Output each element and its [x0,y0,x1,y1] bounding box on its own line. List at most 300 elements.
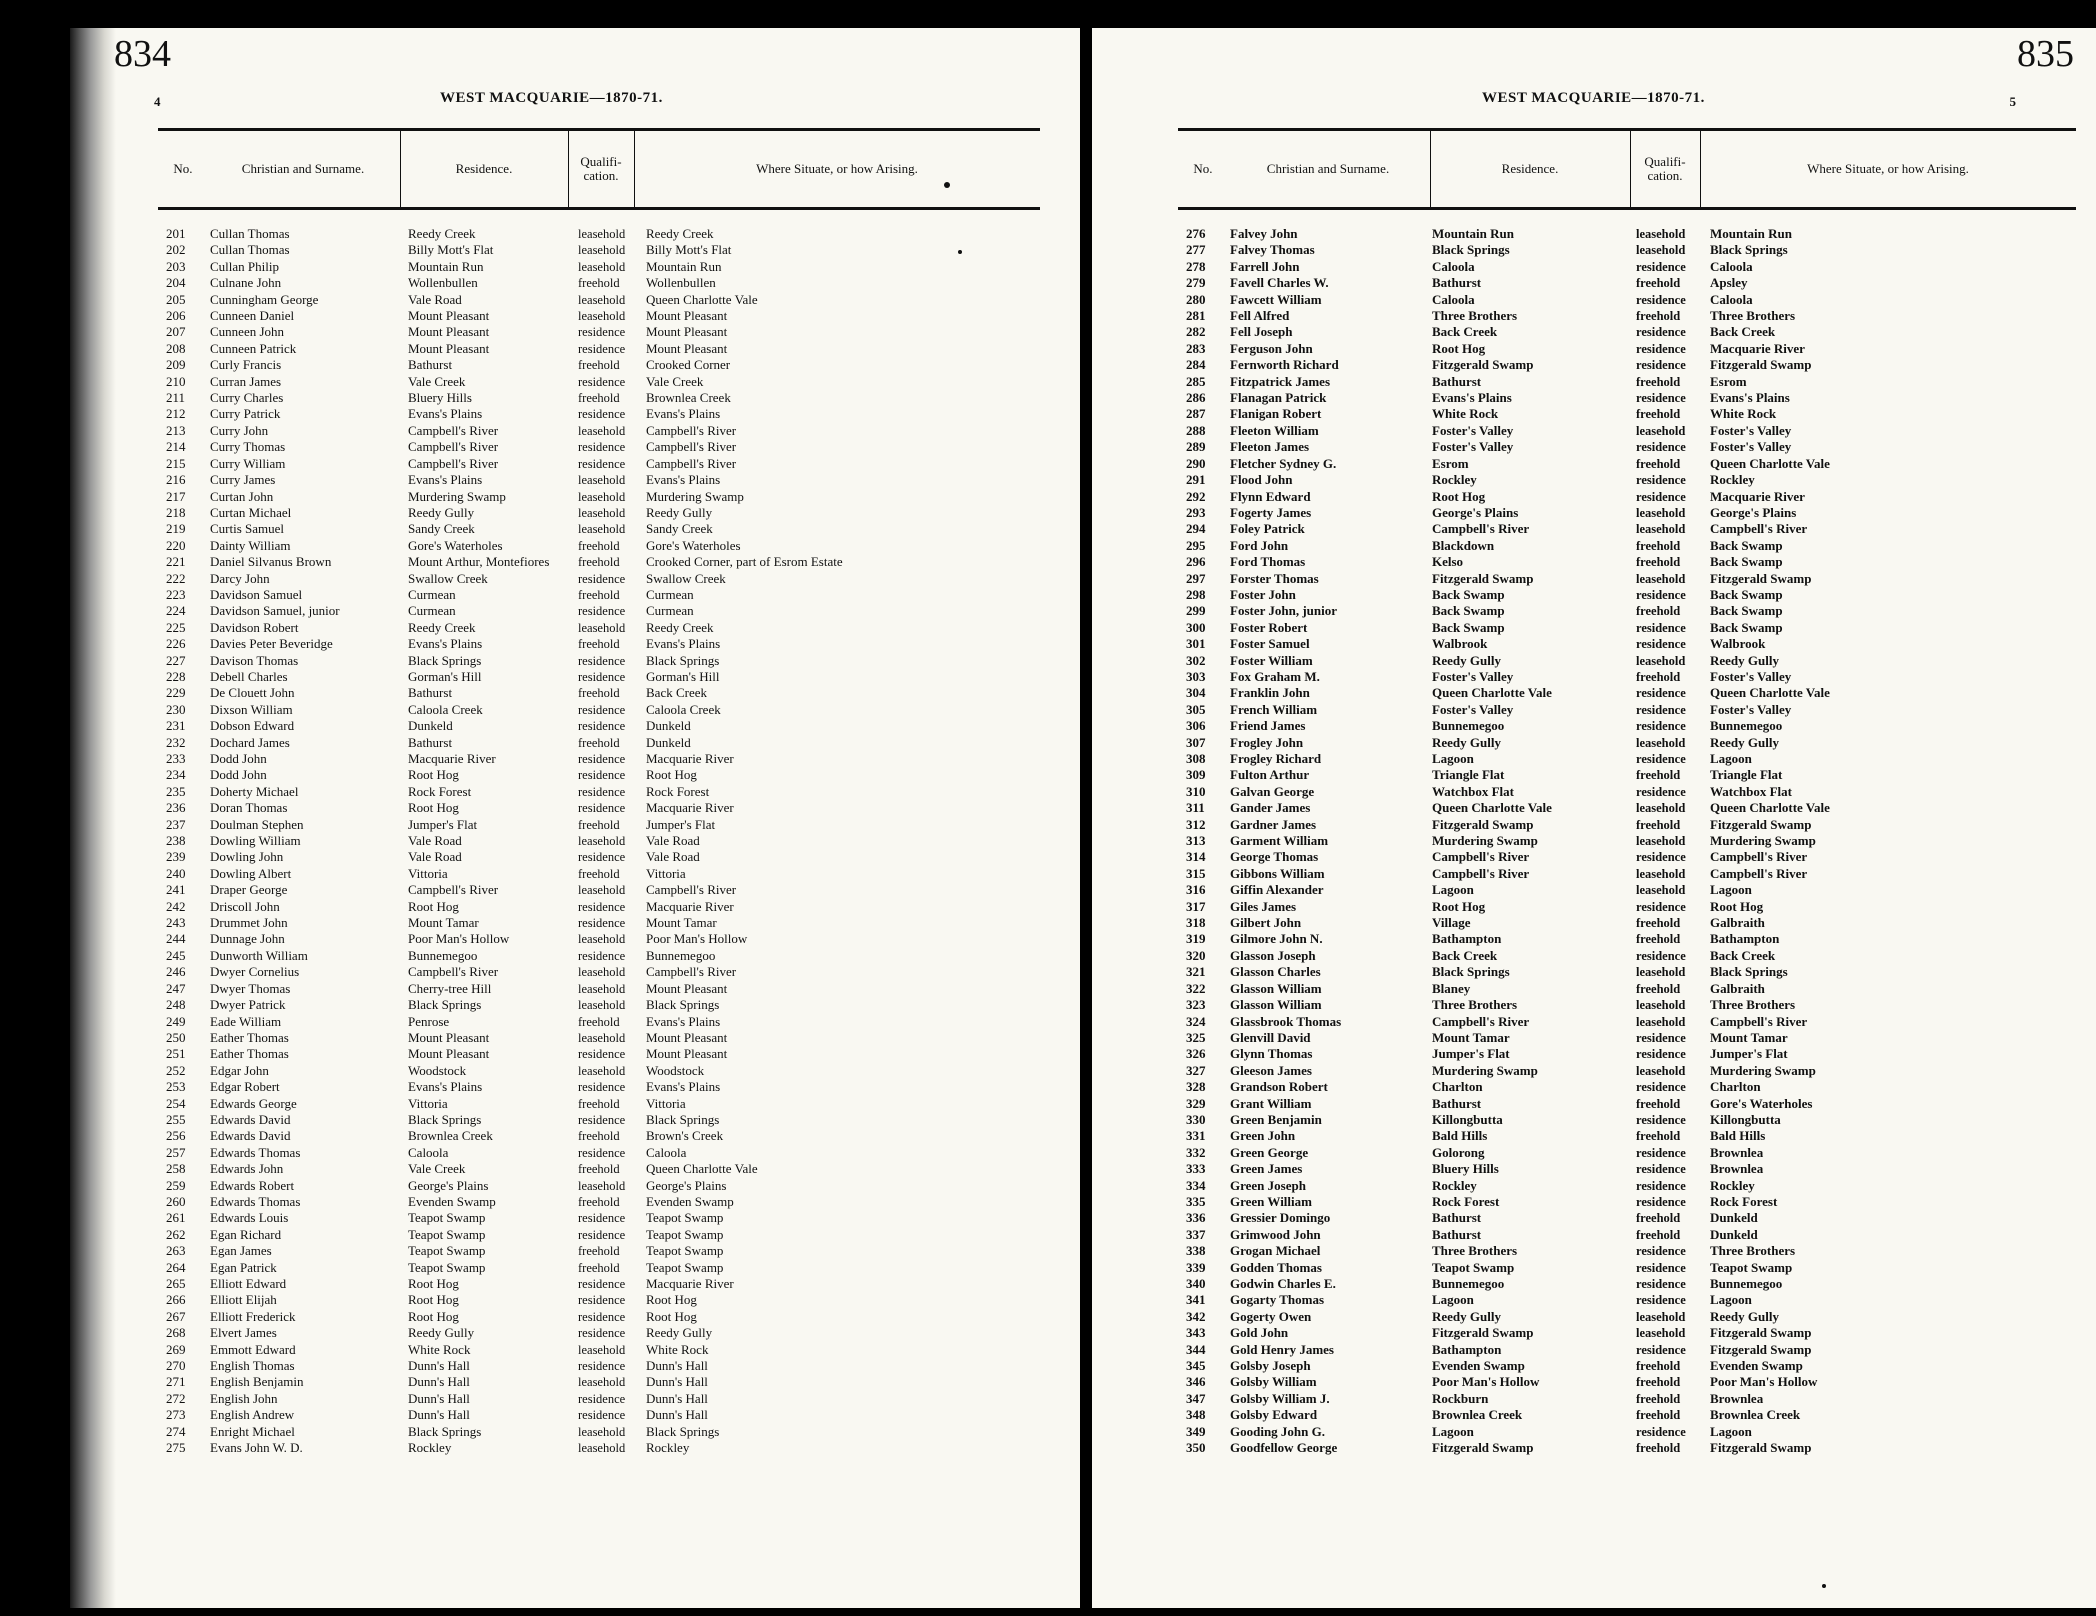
entry-qualification: leasehold [1636,883,1686,898]
entry-where: Reedy Gully [1710,1308,1779,1324]
entry-qualification: leasehold [578,243,626,258]
entry-where: Campbell's River [646,422,737,438]
entry-residence: Billy Mott's Flat [408,242,494,258]
entry-where: Reedy Gully [1710,652,1779,668]
entry-qualification: residence [1636,325,1686,340]
entry-number: 263 [166,1243,186,1259]
entry-name: Green John [1230,1128,1296,1144]
entry-qualification: leasehold [1636,522,1686,537]
entry-number: 242 [166,898,186,914]
entry-where: Caloola Creek [646,701,721,717]
entry-where: Macquarie River [646,751,734,766]
entry-name: Eather Thomas [210,1029,289,1045]
entry-qualification: freehold [578,587,620,602]
entry-residence: Wollenbullen [408,275,478,291]
entry-name: Dunworth William [210,947,308,963]
entry-residence: Mount Pleasant [408,340,490,356]
entry-residence: Rockley [1432,1177,1477,1193]
entry-name: Gogerty Owen [1230,1308,1312,1324]
entry-where: Fitzgerald Swamp [1710,1440,1812,1456]
entry-number: 301 [1186,636,1206,652]
binding-shadow [70,28,116,1608]
entry-where: Bunnemegoo [1710,1276,1783,1291]
entry-number: 217 [166,488,186,504]
entry-qualification: residence [1636,489,1686,504]
entry-qualification: residence [578,768,626,783]
entry-qualification: freehold [1636,604,1681,619]
entry-qualification: residence [1636,784,1686,799]
entry-residence: Mount Pleasant [408,308,490,324]
entry-where: Dunn's Hall [646,1358,708,1374]
entry-number: 261 [166,1210,186,1226]
entry-residence: Poor Man's Hollow [408,931,510,947]
entry-where: Campbell's River [1710,521,1808,537]
entry-number: 245 [166,947,186,963]
entry-number: 304 [1186,685,1206,701]
entry-qualification: residence [578,653,626,668]
entry-where: Caloola [646,1144,687,1160]
entry-name: English John [210,1390,278,1406]
entry-name: Fleeton William [1230,422,1319,438]
entry-name: Dobson Edward [210,718,295,734]
entry-where: Campbell's River [646,882,737,898]
entry-number: 283 [1186,340,1206,356]
entry-number: 319 [1186,931,1206,947]
entry-where: Campbell's River [646,964,737,980]
entry-residence: Black Springs [1432,242,1510,258]
entry-name: Frogley John [1230,734,1304,750]
entry-name: Egan Richard [210,1226,282,1242]
entry-where: White Rock [1710,406,1777,422]
entry-qualification: leasehold [1636,834,1686,849]
entry-number: 219 [166,521,186,537]
entry-where: Three Brothers [1710,308,1796,324]
entry-number: 202 [166,242,186,258]
entry-number: 248 [166,997,186,1013]
entry-qualification: residence [578,1309,626,1324]
entry-qualification: leasehold [1636,1326,1686,1341]
ink-spot [944,182,950,188]
entry-number: 295 [1186,537,1206,553]
entry-qualification: residence [1636,1194,1686,1209]
entry-qualification: residence [578,784,626,799]
entry-residence: Mount Tamar [408,915,479,931]
entry-name: Curly Francis [210,357,282,373]
entry-residence: Black Springs [408,1111,482,1127]
entry-number: 296 [1186,554,1206,570]
entry-where: Esrom [1710,373,1747,389]
entry-number: 221 [166,554,186,570]
table-header [1178,128,2076,210]
entry-where: Queen Charlotte Vale [1710,455,1830,471]
entry-residence: Lagoon [1432,1423,1474,1439]
entry-where: George's Plains [646,1177,727,1193]
entry-number: 277 [1186,242,1206,258]
entry-name: Egan Patrick [210,1259,277,1275]
entry-name: Curry Patrick [210,406,281,422]
entry-residence: Teapot Swamp [408,1259,486,1275]
entry-qualification: residence [578,752,626,766]
entry-residence: Three Brothers [1432,1243,1518,1259]
entry-where: Fitzgerald Swamp [1710,1341,1812,1357]
entry-where: Vittoria [646,865,686,881]
entry-where: Bunnemegoo [1710,718,1783,734]
entry-name: Fulton Arthur [1230,767,1310,783]
entry-residence: Queen Charlotte Vale [1432,800,1552,816]
entry-where: Black Springs [646,1423,720,1439]
entry-qualification: residence [1636,1145,1686,1160]
entry-where: Foster's Valley [1710,422,1792,438]
entry-qualification: residence [1636,1424,1686,1439]
entry-residence: Bathurst [408,685,453,701]
entry-residence: Brownlea Creek [408,1128,493,1144]
entry-qualification: freehold [1636,1408,1681,1423]
entry-qualification: freehold [1636,555,1681,570]
entry-name: Glasson Charles [1230,964,1321,980]
entry-name: George Thomas [1230,849,1319,865]
entry-qualification: freehold [1636,276,1681,291]
entry-residence: Rock Forest [1432,1193,1500,1209]
entry-where: Brownlea [1710,1390,1764,1406]
entry-number: 208 [166,340,186,356]
left-page [70,28,1080,1608]
entry-name: Foster John, junior [1230,603,1338,619]
entry-name: Frogley Richard [1230,751,1322,766]
entry-number: 289 [1186,439,1206,455]
entry-residence: Bald Hills [1432,1128,1488,1144]
header-residence: Residence. [1501,161,1559,176]
entry-qualification: freehold [578,686,620,701]
entry-qualification: residence [578,1080,626,1095]
entry-number: 278 [1186,258,1206,274]
entry-where: Jumper's Flat [1710,1046,1788,1062]
entry-qualification: residence [1636,1293,1686,1308]
entry-qualification: freehold [1636,309,1681,324]
entry-qualification: leasehold [578,883,626,898]
entry-number: 238 [166,833,186,849]
entry-number: 237 [166,816,186,832]
entry-number: 205 [166,291,186,307]
entry-residence: Reedy Gully [1432,652,1501,668]
entry-where: Vale Road [646,849,700,865]
entry-name: Garment William [1230,833,1329,849]
entry-residence: Vale Road [408,849,462,865]
entry-name: Goodfellow George [1230,1440,1338,1456]
table-header [158,128,1040,210]
entry-number: 276 [1186,226,1206,241]
entry-number: 236 [166,800,186,816]
entry-residence: Vale Road [408,291,462,307]
entry-qualification: residence [578,440,626,455]
entry-residence: Killongbutta [1432,1111,1503,1127]
entry-name: Gold John [1230,1325,1289,1341]
entry-number: 201 [166,226,186,241]
entry-name: Flanigan Robert [1230,406,1322,422]
entry-name: Edwards George [210,1095,297,1111]
entry-name: Elliott Edward [210,1276,287,1291]
entry-qualification: freehold [578,1244,620,1259]
entry-number: 218 [166,504,186,520]
entry-where: Teapot Swamp [646,1259,724,1275]
entry-number: 264 [166,1259,186,1275]
entry-name: Elvert James [210,1325,277,1341]
entry-name: Dwyer Patrick [210,997,286,1013]
entry-residence: Caloola Creek [408,701,483,717]
entry-residence: Campbell's River [408,439,499,455]
entry-number: 328 [1186,1079,1206,1095]
entry-name: Curtan Michael [210,504,292,520]
entry-residence: Root Hog [1432,898,1486,914]
entry-where: Black Springs [646,1111,720,1127]
entry-number: 318 [1186,915,1206,931]
entry-name: Eade William [210,1013,282,1029]
entry-where: Back Swamp [1710,603,1783,619]
entry-name: Edwards David [210,1128,291,1144]
entry-name: Foster Samuel [1230,636,1310,652]
entry-where: Macquarie River [1710,340,1805,356]
entry-qualification: residence [1636,1080,1686,1095]
entry-qualification: residence [1636,702,1686,717]
entry-number: 273 [166,1407,186,1423]
entry-number: 226 [166,636,186,652]
entry-residence: Charlton [1432,1079,1483,1095]
entry-residence: Campbell's River [1432,521,1530,537]
entry-qualification: freehold [1636,374,1681,389]
entry-where: Campbell's River [1710,849,1808,865]
entry-number: 346 [1186,1374,1206,1390]
entry-name: Elliott Frederick [210,1308,296,1324]
entry-qualification: freehold [1636,1359,1681,1374]
entry-where: Reedy Gully [646,504,713,520]
entry-qualification: residence [578,571,626,586]
entry-qualification: leasehold [1636,243,1686,258]
entry-where: Mount Tamar [1710,1029,1788,1045]
entry-number: 215 [166,455,186,471]
entry-qualification: leasehold [1636,505,1686,520]
entry-residence: Dunn's Hall [408,1358,470,1374]
entry-qualification: leasehold [1636,227,1686,241]
entry-number: 337 [1186,1226,1206,1242]
entry-residence: Vale Creek [408,373,466,389]
entry-name: Edwards Robert [210,1177,295,1193]
entry-number: 339 [1186,1259,1206,1275]
entry-number: 302 [1186,652,1206,668]
entry-qualification: leasehold [578,620,626,635]
entry-name: Doherty Michael [210,783,299,799]
header-residence: Residence. [455,161,513,176]
entry-where: Poor Man's Hollow [646,931,748,947]
entry-qualification: leasehold [1636,1309,1686,1324]
entry-name: Galvan George [1230,783,1315,799]
header-name: Christian and Surname. [241,161,365,176]
entry-where: Foster's Valley [1710,439,1792,455]
entry-number: 285 [1186,373,1206,389]
entry-where: Mountain Run [1710,226,1792,241]
entry-qualification: leasehold [578,981,626,996]
entry-qualification: freehold [1636,916,1681,931]
entry-qualification: residence [578,1211,626,1226]
entry-residence: Fitzgerald Swamp [1432,570,1534,586]
entry-residence: White Rock [408,1341,471,1357]
entry-residence: Lagoon [1432,882,1474,898]
entry-number: 294 [1186,521,1206,537]
entry-number: 224 [166,603,186,619]
entry-residence: Queen Charlotte Vale [1432,685,1552,701]
entry-where: Jumper's Flat [646,816,716,832]
entry-qualification: residence [1636,292,1686,307]
entry-where: Fitzgerald Swamp [1710,357,1812,373]
entry-number: 314 [1186,849,1206,865]
entry-where: Brownlea [1710,1144,1764,1160]
entry-where: Crooked Corner [646,357,731,373]
entry-where: Rockley [1710,1177,1755,1193]
entry-name: Edwards Louis [210,1210,289,1226]
entry-residence: Black Springs [408,997,482,1013]
entry-where: Dunkeld [1710,1210,1758,1226]
entry-qualification: freehold [1636,407,1681,422]
entry-qualification: freehold [578,1014,620,1029]
entry-residence: Gorman's Hill [408,668,482,684]
entry-name: Glynn Thomas [1230,1046,1313,1062]
entry-where: Lagoon [1710,751,1752,766]
entry-where: Poor Man's Hollow [1710,1374,1818,1390]
entry-name: Falvey Thomas [1230,242,1315,258]
entry-qualification: freehold [578,866,620,881]
entry-name: Dwyer Cornelius [210,964,300,980]
header-no: No. [173,161,193,176]
entry-qualification: freehold [578,1194,620,1209]
entry-residence: Campbell's River [1432,849,1530,865]
entry-name: Edwards Thomas [210,1193,301,1209]
entry-qualification: leasehold [578,309,626,324]
entry-number: 249 [166,1013,186,1029]
entry-where: Killongbutta [1710,1111,1781,1127]
entry-residence: Rockley [408,1440,452,1456]
entry-where: Black Springs [1710,242,1788,258]
entry-residence: Reedy Creek [408,226,476,241]
entry-where: Queen Charlotte Vale [1710,685,1830,701]
entry-number: 207 [166,324,186,340]
entry-number: 251 [166,1046,186,1062]
entry-qualification: residence [1636,850,1686,865]
entry-where: Lagoon [1710,1423,1752,1439]
entry-where: Back Swamp [1710,554,1783,570]
entry-number: 240 [166,865,186,881]
entry-residence: Back Creek [1432,947,1498,963]
entry-number: 257 [166,1144,186,1160]
entry-number: 310 [1186,783,1206,799]
entry-where: Galbraith [1710,915,1765,931]
entry-where: Murdering Swamp [646,488,744,504]
entry-where: Evans's Plains [646,636,721,652]
entry-where: Evans's Plains [646,1079,721,1095]
page-number: 835 [2017,33,2074,75]
entry-residence: George's Plains [408,1177,489,1193]
entry-qualification: freehold [1636,817,1681,832]
entry-number: 280 [1186,291,1206,307]
entry-number: 255 [166,1111,186,1127]
entry-qualification: leasehold [1636,735,1686,750]
entry-qualification: residence [578,1112,626,1127]
entry-where: Evans's Plains [646,1013,721,1029]
entry-name: Davidson Samuel [210,586,303,602]
entry-number: 338 [1186,1243,1206,1259]
entry-number: 268 [166,1325,186,1341]
entry-name: Forster Thomas [1230,570,1319,586]
entry-qualification: residence [1636,752,1686,766]
entry-residence: Evans's Plains [408,406,483,422]
entry-number: 327 [1186,1062,1206,1078]
entry-where: Teapot Swamp [646,1243,724,1259]
entry-number: 306 [1186,718,1206,734]
entry-where: Mount Pleasant [646,1046,728,1062]
entry-qualification: leasehold [1636,1063,1686,1078]
entry-where: Fitzgerald Swamp [1710,570,1812,586]
entry-residence: Brownlea Creek [1432,1407,1523,1423]
entry-residence: Mountain Run [1432,226,1514,241]
entry-number: 231 [166,718,186,734]
entry-qualification: freehold [578,1129,620,1144]
entry-qualification: freehold [1636,456,1681,471]
entry-name: Golsby William J. [1230,1390,1330,1406]
entry-residence: Root Hog [408,800,459,816]
entry-qualification: residence [1636,391,1686,406]
entry-residence: Evans's Plains [408,636,483,652]
entry-name: Fleeton James [1230,439,1310,455]
entry-name: Friend James [1230,718,1306,734]
entry-name: Doran Thomas [210,800,288,816]
running-title: WEST MACQUARIE—1870-71. [1482,90,1705,106]
entry-name: Gooding John G. [1230,1423,1326,1439]
entry-qualification: residence [578,374,626,389]
entry-number: 329 [1186,1095,1206,1111]
entry-residence: Vittoria [408,865,448,881]
entry-number: 307 [1186,734,1206,750]
entry-qualification: residence [1636,1260,1686,1275]
corner-mark: 4 [154,94,161,109]
entry-residence: Campbell's River [408,882,499,898]
entry-qualification: leasehold [1636,998,1686,1013]
entry-name: Gogarty Thomas [1230,1292,1325,1308]
entry-number: 270 [166,1358,186,1374]
entry-residence: Bathampton [1432,1341,1502,1357]
entry-name: English Benjamin [210,1374,304,1390]
entry-where: Bald Hills [1710,1128,1766,1144]
entry-qualification: residence [1636,1277,1686,1291]
ink-spot [1822,1584,1826,1588]
entry-name: Ford John [1230,537,1289,553]
entry-number: 209 [166,357,186,373]
entry-name: Cullan Philip [210,258,279,274]
entry-qualification: freehold [578,1260,620,1275]
entry-qualification: freehold [578,555,620,570]
entry-name: Glasson William [1230,980,1322,996]
entry-qualification: leasehold [578,473,626,488]
entry-where: Mount Pleasant [646,980,728,996]
entry-residence: Village [1432,915,1471,931]
entry-where: Reedy Creek [646,619,714,635]
entry-qualification: freehold [1636,1129,1681,1144]
entry-name: Dochard James [210,734,290,750]
entry-name: Dowling John [210,849,284,865]
entry-residence: Fitzgerald Swamp [1432,1440,1534,1456]
entry-qualification: residence [578,702,626,717]
entry-name: Eather Thomas [210,1046,289,1062]
entry-residence: Fitzgerald Swamp [1432,1325,1534,1341]
entry-number: 299 [1186,603,1206,619]
entry-residence: Jumper's Flat [1432,1046,1510,1062]
entry-residence: Vittoria [408,1095,448,1111]
